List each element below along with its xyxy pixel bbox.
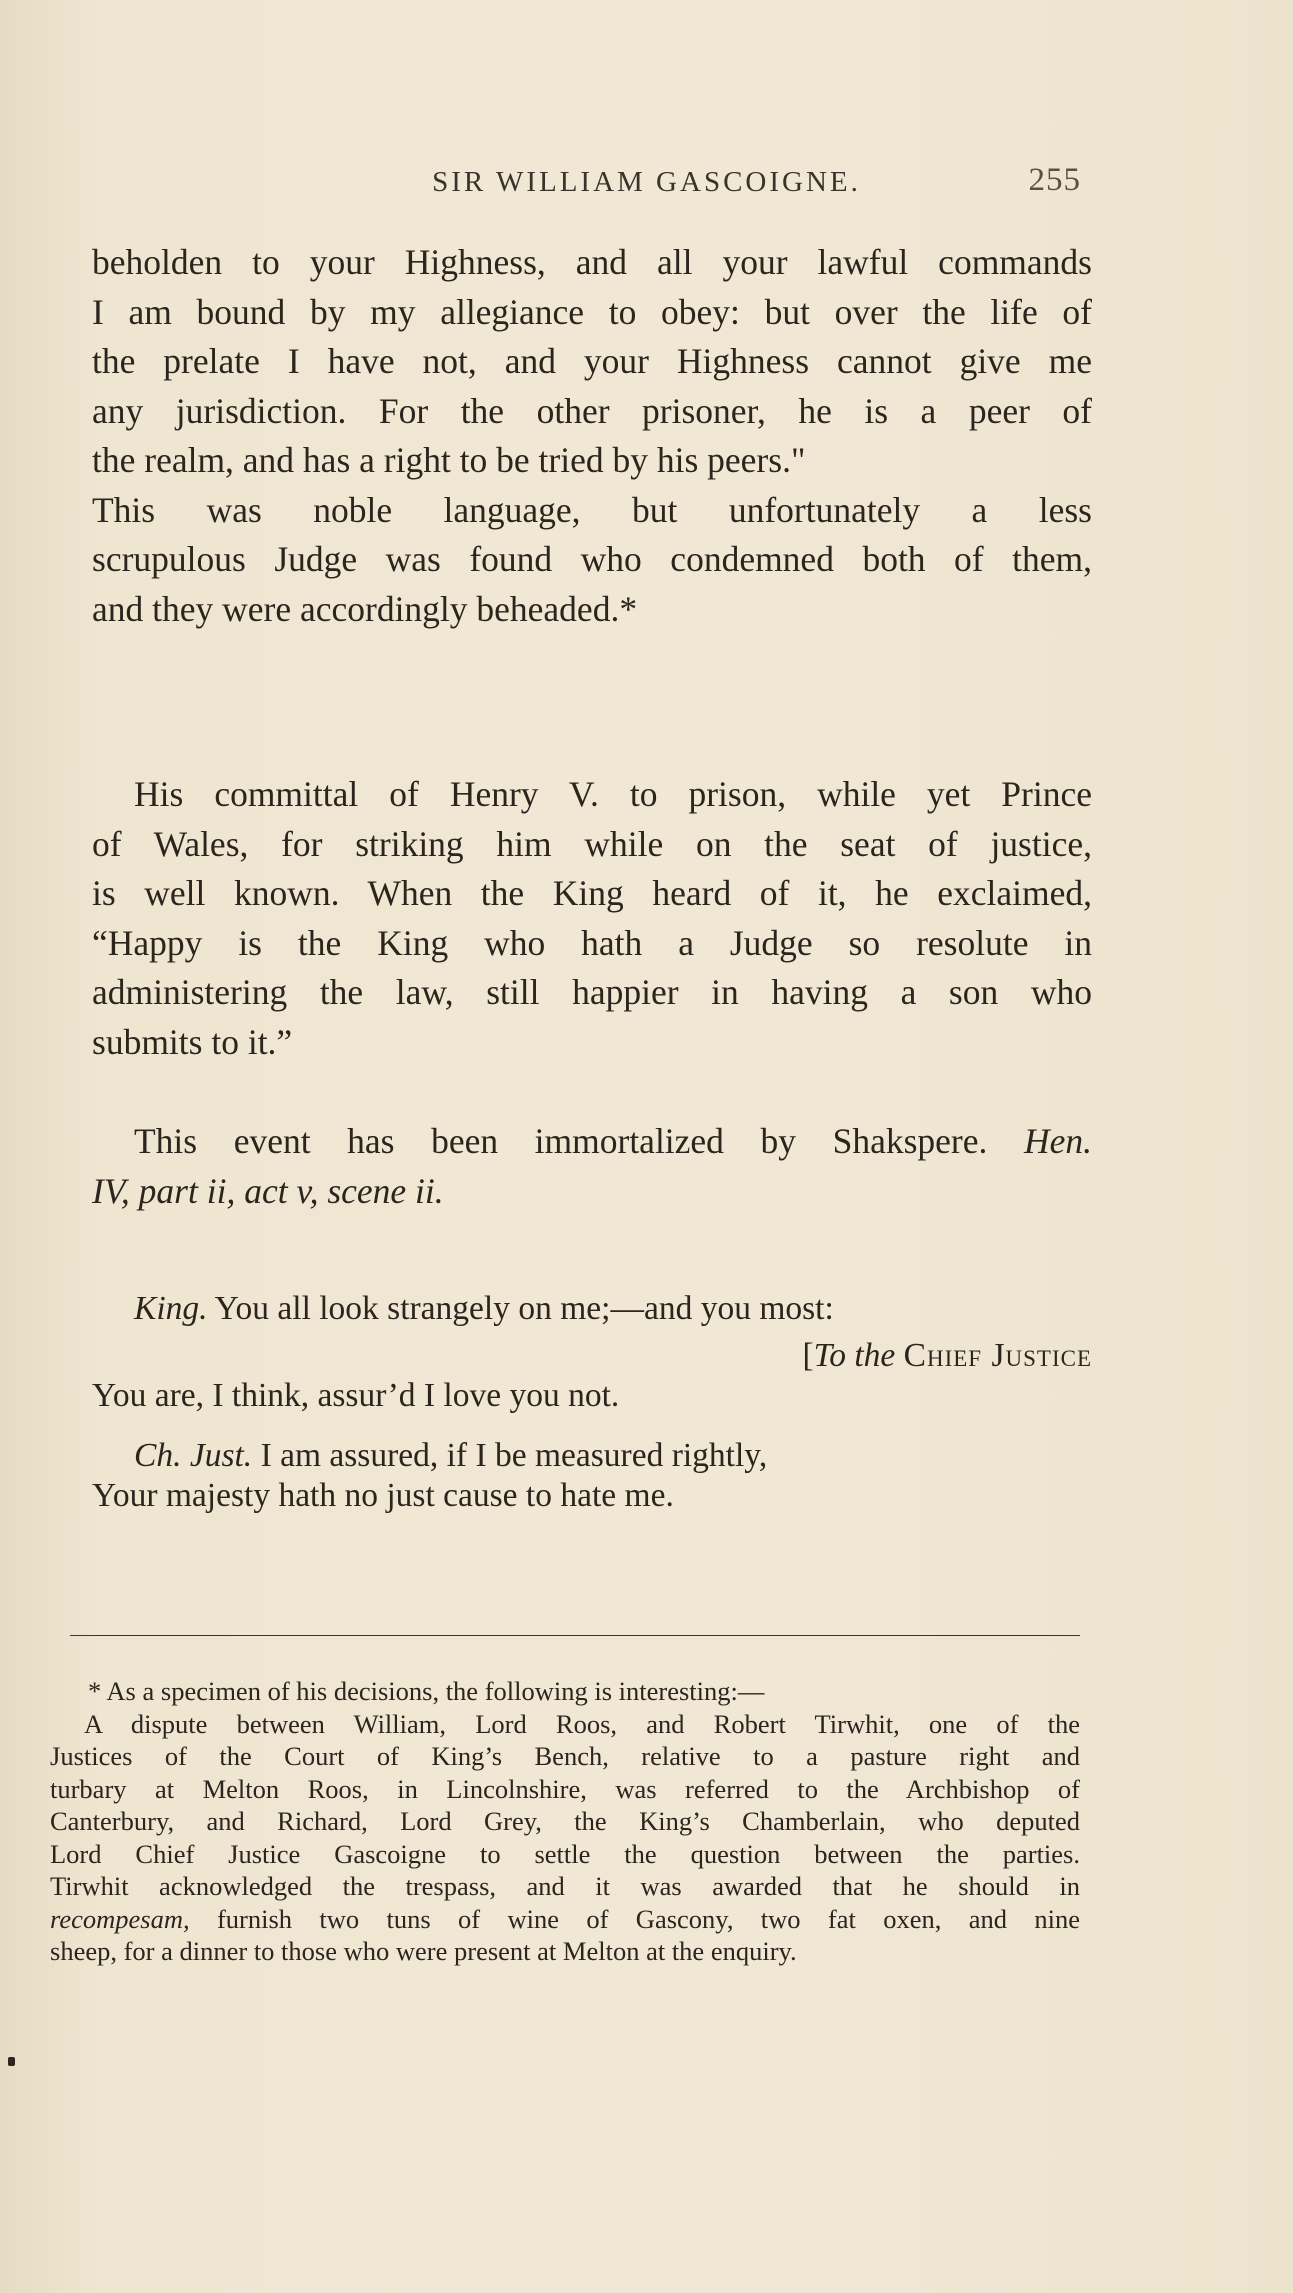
- stage-name: Chief Justice: [903, 1337, 1092, 1374]
- text-line: of Wales, for striking him while on the seat of justice,: [92, 823, 1092, 864]
- footnote-line: Tirwhit acknowledged the trespass, and it was awarded that he should in: [50, 1871, 1080, 1901]
- paragraph-2: [92, 770, 1092, 1067]
- text-line: I am bound by my allegiance to obey: but over the life of: [92, 291, 1092, 332]
- paragraph-1: [92, 238, 1092, 634]
- verse-quotation: [92, 1290, 1092, 1517]
- verse-line: Your majesty hath no just cause to hate me.: [92, 1477, 674, 1514]
- italic-segment: Hen.: [1023, 1121, 1093, 1161]
- text-line: IV, part ii, act v, scene ii.: [92, 1170, 444, 1211]
- speaker-chief-justice: Ch. Just.: [134, 1437, 253, 1474]
- text-line: “Happy is the King who hath a Judge so resolute in: [92, 922, 1092, 963]
- footnote-line: [50, 1903, 1080, 1936]
- text-segment: furnish two tuns of wine of Gascony, two fat oxen, and nine: [189, 1903, 1080, 1934]
- stage-to: To the: [813, 1337, 896, 1374]
- margin-mark: [8, 2057, 15, 2066]
- text-line: any jurisdiction. For the other prisoner, he is a peer of: [92, 390, 1092, 431]
- text-line: This was noble language, but unfortunately a less: [92, 489, 1092, 530]
- footnote-line: Canterbury, and Richard, Lord Grey, the King’s Chamberlain, who deputed: [50, 1806, 1080, 1836]
- text-line: scrupulous Judge was found who condemned both of them,: [92, 539, 1092, 579]
- text-line: is well known. When the King heard of it, he exclaimed,: [92, 873, 1092, 913]
- running-head: SIR WILLIAM GASCOIGNE.: [432, 166, 861, 198]
- verse-line: [92, 1290, 1092, 1330]
- speaker-king: King.: [134, 1290, 208, 1327]
- page-header: [0, 162, 1293, 206]
- stage-direction: [92, 1337, 1092, 1377]
- footnote-divider: [70, 1635, 1080, 1636]
- text-line: [92, 1117, 1092, 1167]
- text-line: administering the law, still happier in having a son who: [92, 972, 1092, 1012]
- footnote-line: turbary at Melton Roos, in Lincolnshire, was referred to the Archbishop of: [50, 1773, 1080, 1804]
- footnote-line: Justices of the Court of King’s Bench, relative to a pasture right and: [50, 1741, 1080, 1771]
- text-line: His committal of Henry V. to prison, while yet Prince: [134, 774, 1092, 814]
- text-line: submits to it.”: [92, 1021, 293, 1062]
- footnote-line: A dispute between William, Lord Roos, and Robert Tirwhit, one of the: [84, 1708, 1080, 1739]
- verse-line: You are, I think, assur’d I love you not.: [92, 1377, 620, 1414]
- footnote-line: sheep, for a dinner to those who were present at Melton at the enquiry.: [50, 1936, 797, 1966]
- stage-bracket: [: [802, 1337, 814, 1374]
- text-segment: This event has been immortalized by Shakspere.: [134, 1121, 988, 1161]
- paragraph-3: [92, 1117, 1092, 1216]
- footnote-line: * As a specimen of his decisions, the following is interesting:—: [88, 1676, 765, 1706]
- text-line: beholden to your Highness, and all your lawful commands: [92, 242, 1092, 282]
- text-line: and they were accordingly beheaded.*: [92, 588, 638, 629]
- footnote: [50, 1675, 1080, 1968]
- verse-line: [92, 1437, 1092, 1477]
- italic-segment: recompesam,: [50, 1903, 190, 1934]
- verse-text: You all look strangely on me;—and you most:: [214, 1290, 834, 1327]
- page-number: 255: [1028, 162, 1081, 198]
- verse-text: I am assured, if I be measured rightly,: [260, 1437, 768, 1474]
- footnote-line: Lord Chief Justice Gascoigne to settle the question between the parties.: [50, 1838, 1080, 1869]
- text-line: the realm, and has a right to be tried by his peers.": [92, 440, 806, 480]
- text-line: the prelate I have not, and your Highness cannot give me: [92, 341, 1092, 381]
